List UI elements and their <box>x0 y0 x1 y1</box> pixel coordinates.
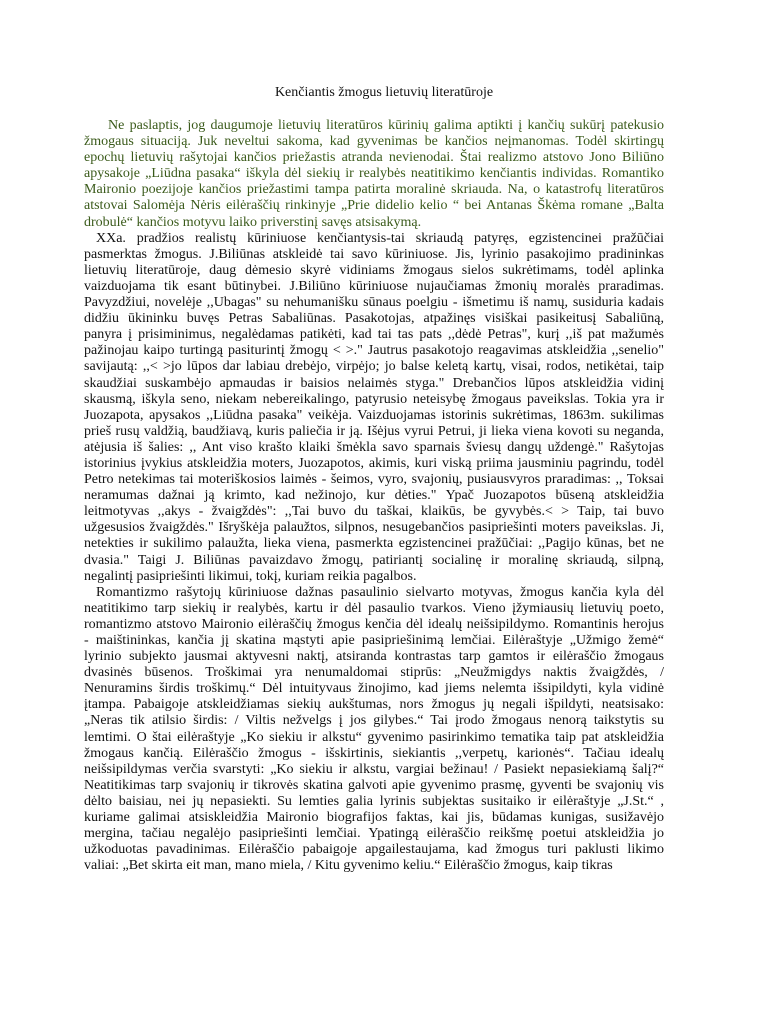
paragraph-line: įtampa. Pabaigoje atskleidžiamas siekių aukštumas, nors žmogus jų negali išpildyti, neatsisako: <box>84 697 664 713</box>
paragraph-line: vaizduojama tik esant būtinybei. J.Biliūno kūriniuose nujaučiamas žmonių moralės praradimas. <box>84 278 664 294</box>
paragraph-line: pasmerktas žmogus. J.Biliūnas atskleidė tai savo kūriniuose. Jis, lyrinio pasakojimo pradininkas <box>84 246 664 262</box>
paragraph <box>84 231 664 585</box>
paragraph-line: atėjusia iš šalies: ,, Ant viso krašto klaiki šmėkla savo sparnais šviesų dangų uždengė." Rašytojas <box>84 439 664 455</box>
paragraph-line: Romantizmo rašytojų kūriniuose dažnas pasaulinio sielvarto motyvas, žmogus kančia kyla dėl <box>96 584 664 600</box>
paragraph-line: atstovai Salomėja Nėris eilėraščių rinkinyje „Prie didelio kelio “ bei Antanas Škėma romane „Balta <box>84 198 664 214</box>
paragraph-line: lemtimi. O štai eilėraštyje „Ko siekiu ir alkstu“ gyvenimo pasirinkimo tematika taip pat atskleidžia <box>84 729 664 745</box>
paragraph-line: Nenuramins širdis troškimų.“ Dėl intuityvaus žinojimo, kad jiems nelemta išsipildyti, kyla vidinė <box>84 681 664 697</box>
paragraph-line: Pavyzdžiui, novelėje ,,Ubagas" su nehumanišku sūnaus poelgiu - išmetimu iš namų, susiduria kadais <box>84 295 664 311</box>
paragraph-line: negalintį pasipriešinti likimui, tokį, kuriam reikia pagalbos. <box>84 568 417 584</box>
paragraph-line: mergina, tačiau negalėjo pasipriešinti lemčiai. Ypatingą eilėraščio reikšmę poetui atskleidžia jo <box>84 826 664 842</box>
paragraph-line: panyra į prisiminimus, negalėdamas patikėti, kad tai tas pats ,,dėdė Petras", kurį ,,iš pat mažumės <box>84 327 664 343</box>
paragraph-line: didžiu ūkininku buvęs Petras Sabaliūnas. Pasakotojas, atpažinęs visiškai pasikeitusį Sabaliūną, <box>84 311 664 327</box>
paragraph-line: prieš rusų valdžią, baudžiavą, kuris paliečia ir ją. Išėjus vyrui Petrui, ji lieka viena kovoti su neganda, <box>84 423 664 439</box>
paragraph-line: romantizmo atstovo Maironio eilėraščių žmogus kenčia dėl idealų neišsipildymo. Romantinis herojus <box>84 616 664 632</box>
paragraph-line: XXa. pradžios realistų kūriniuose kenčiantysis-tai skriaudą patyręs, egzistencinei pražūčiai <box>96 230 664 246</box>
paragraph-line: Petro netekimas tai moteriškosios laimės - šeimos, vyro, svajonių, pusiausvyros praradimas: ,, Toksai <box>84 472 664 488</box>
paragraph-line: leitmotyvas ,,akys - žvaigždės": ,,Tai buvo du taškai, klaikūs, be gyvybės.< > Taip, tai buvo <box>84 504 664 520</box>
paragraph-line: žmogaus kančią. Eilėraščio žmogus - išskirtinis, siekiantis ,,verpetų, karionės“. Tačiau idealų <box>84 745 664 761</box>
paragraph-line: - maištininkas, kančia jį skatina mąstyti apie pasipriešinimą lemčiai. Eilėraštyje „Užmigo žemė“ <box>84 633 664 648</box>
paragraph-line: kuriame galimai atsiskleidžia Maironio biografijos faktas, kai jis, būdamas kunigas, susižavėjo <box>84 810 664 826</box>
paragraph-line: drobulė“ kančios motyvu laiko priverstinį savęs atsisakymą. <box>84 214 422 230</box>
paragraph-line: savijautą: ,,< >jo lūpos dar labiau drebėjo, virpėjo; jo balse keletą kartų, visai, rodos, netikėtai, taip <box>84 359 664 375</box>
paragraph-line: skausmą, iškyla seno, niekam nebereikalingo, patyrusio neteisybę žmogaus paveikslas. Tokia yra ir <box>84 391 664 407</box>
paragraph-line: apysakoje „Liūdna pasaka“ iškyla dėl siekių ir realybės neatitikimo kenčiantis individas. Romantiko <box>84 166 664 182</box>
paragraph-line: Juozapota, apysakos ,,Liūdna pasaka" veikėja. Vaizduojamas istorinis sukrėtimas, 1863m. sukilimas <box>84 407 664 423</box>
paragraph-line: dėlto baisiau, nei jų nepasiekti. Su lemties galia lyrinis subjektas susitaiko ir eilėraštyje „J.St.“ , <box>84 793 664 809</box>
paragraph-line: neatitikimo tarp siekių ir realybės, kartu ir dėl pasaulio tvarkos. Vieno įžymiausių lietuvių poeto, <box>84 600 664 616</box>
paragraph-line: valiai: „Bet skirta eit man, mano miela, / Kitu gyvenimo keliu.“ Eilėraščio žmogus, kaip tikras <box>84 858 613 874</box>
paragraph <box>84 585 664 875</box>
paragraph-line: lyrinio subjekto jausmai aktyvesni naktį, atsiranda kontrastas tarp gamtos ir eilėraščio žmogaus <box>84 649 664 665</box>
paragraph-line: užgesusios žvaigždės." Išryškėja palaužtos, silpnos, nesugebančios pasipriešinti moters paveikslas. Ji, <box>84 520 664 536</box>
paragraph-line: epochų lietuvių rašytojai kančios priežastis atranda nevienodai. Štai realizmo atstovo Jono Biliūno <box>84 150 664 166</box>
paragraph-line: Neatitikimas tarp svajonių ir tikrovės skatina galvoti apie gyvenimo prasmę, gyventi be svajonių vis <box>84 777 664 793</box>
paragraph-line: lietuvių literatūroje, daug dėmesio skyrė vidiniams žmogaus sielos sukrėtimams, todėl aplinka <box>84 262 664 278</box>
paragraph-line: Ne paslaptis, jog daugumoje lietuvių literatūros kūrinių galima aptikti į kančių sukūrį patekusio <box>108 118 664 133</box>
paragraph-line: „Neras tik atilsio širdis: / Viltis nežvelgs į jos gilybes.“ Tai įrodo žmogaus nenorą taikstytis su <box>84 713 664 729</box>
paragraph-line: skaudžiai suskambėjo apmaudas ir baisios nelaimės styga." Drebančios lūpos atskleidžia vidinį <box>84 375 664 391</box>
document-body <box>84 118 664 874</box>
paragraph-line: netekties ir sukilimo palaužta, lieka viena, pasmerkta egzistencinei pražūčiai: ,,Pagijo kūnas, bet ne <box>84 536 664 552</box>
document-title: Kenčiantis žmogus lietuvių literatūroje <box>274 85 494 100</box>
paragraph-line: Maironio poezijoje kančios priežastimi tampa patirta moralinė skriauda. Na, o katastrofų literatūros <box>84 182 664 198</box>
paragraph-line: užkoduotas pavadinimas. Eilėraščio pabaigoje apgailestaujama, kad žmogus turi paklusti likimo <box>84 842 664 858</box>
paragraph-line: pažinojau kaipo turtingą pasiturintį žmogų < >." Jautrus pasakotojo reagavimas atskleidžia ,,senelio" <box>84 343 664 359</box>
paragraph-line: žmogaus situaciją. Juk neveltui sakoma, kad gyvenimas be kančios neįmanomas. Todėl skirtingų <box>84 134 664 150</box>
paragraph-line: dvasinės būsenos. Troškimai yra nenumaldomai stiprūs: „Neužmigdys naktis žvaigždės, / <box>84 665 664 681</box>
paragraph-line: istorinius įvykius atskleidžia moters, Juozapotos, akimis, kuri viską priima jausminiu pagrindu, todėl <box>84 455 664 471</box>
paragraph-line: neišsipildymas verčia svarstyti: „Ko siekiu ir alkstu, vargiai bežinau! / Pasiekt nepasiekiamą šalį?“ <box>84 761 664 777</box>
paragraph-line: neramumas dažnai ją krimto, kad nežinojo, kur dėties." Ypač Juozapotos būseną atskleidžia <box>84 488 664 504</box>
paragraph <box>84 118 664 231</box>
paragraph-line: dvasia." Taigi J. Biliūnas pavaizdavo žmogų, patiriantį socialinę ir moralinę skriaudą, silpną, <box>84 552 664 568</box>
